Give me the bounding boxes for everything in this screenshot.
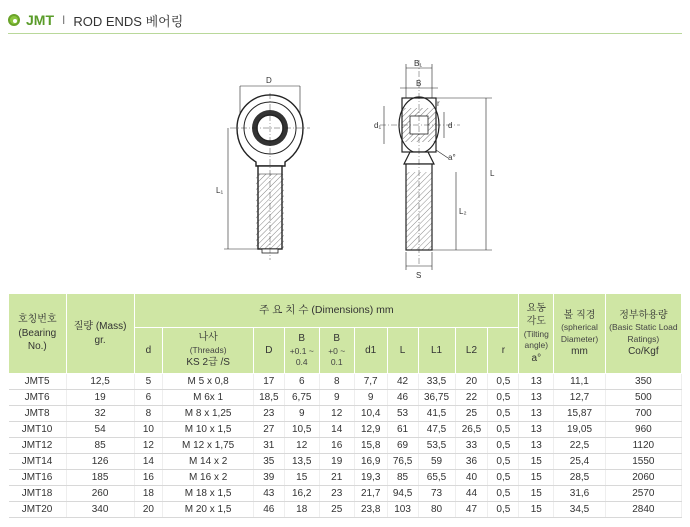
table-cell: 26,5 xyxy=(455,422,488,438)
table-cell: 10 xyxy=(134,422,163,438)
sub-L1: L1 xyxy=(418,328,455,374)
table-cell: M 16 x 2 xyxy=(163,470,254,486)
table-cell: 14 xyxy=(134,454,163,470)
b1-label: B xyxy=(298,333,306,345)
table-cell: 0,5 xyxy=(488,454,519,470)
table-cell: 12,7 xyxy=(554,390,605,406)
table-cell: 1120 xyxy=(605,438,681,454)
table-cell: JMT10 xyxy=(9,422,67,438)
table-cell: M 12 x 1,75 xyxy=(163,438,254,454)
table-cell: 0,5 xyxy=(488,502,519,518)
label-B: B xyxy=(416,79,422,88)
table-cell: M 18 x 1,5 xyxy=(163,486,254,502)
table-cell: 17 xyxy=(253,374,284,390)
table-cell: 2840 xyxy=(605,502,681,518)
table-cell: M 6x 1 xyxy=(163,390,254,406)
table-row xyxy=(9,390,682,406)
table-cell: 22 xyxy=(455,390,488,406)
table-cell: 42 xyxy=(387,374,418,390)
thread-en: (Threads) xyxy=(189,344,227,355)
table-cell: 13 xyxy=(519,422,554,438)
table-cell: 23,8 xyxy=(354,502,387,518)
table-cell: 76,5 xyxy=(387,454,418,470)
table-cell: 1550 xyxy=(605,454,681,470)
table-cell: 25 xyxy=(319,502,354,518)
table-cell: 80 xyxy=(418,502,455,518)
table-cell: 59 xyxy=(418,454,455,470)
table-cell: 12 xyxy=(134,438,163,454)
table-cell: 14 xyxy=(319,422,354,438)
table-row xyxy=(9,422,682,438)
ball-unit: mm xyxy=(571,345,588,357)
b1-tol-a: +0.1 ~ xyxy=(289,345,314,356)
table-cell: 39 xyxy=(253,470,284,486)
col-mass: 질량 (Mass) gr. xyxy=(66,294,134,374)
table-cell: 13 xyxy=(519,438,554,454)
table-cell: 260 xyxy=(66,486,134,502)
table-cell: 11,1 xyxy=(554,374,605,390)
table-row xyxy=(9,502,682,518)
table-cell: 20 xyxy=(455,374,488,390)
load-kr: 정부하용량 xyxy=(619,309,668,321)
table-cell: 15 xyxy=(284,470,319,486)
table-row xyxy=(9,374,682,390)
table-cell: 2570 xyxy=(605,486,681,502)
table-row xyxy=(9,438,682,454)
table-cell: 500 xyxy=(605,390,681,406)
label-B1: B₁ xyxy=(414,59,423,68)
table-cell: JMT16 xyxy=(9,470,67,486)
table-cell: 12,9 xyxy=(354,422,387,438)
table-cell: 20 xyxy=(134,502,163,518)
table-cell: 33,5 xyxy=(418,374,455,390)
table-cell: 44 xyxy=(455,486,488,502)
table-cell: JMT5 xyxy=(9,374,67,390)
table-cell: 13 xyxy=(519,374,554,390)
table-cell: 10,5 xyxy=(284,422,319,438)
table-cell: JMT20 xyxy=(9,502,67,518)
sub-B xyxy=(319,328,354,374)
header-model: JMT xyxy=(26,12,54,28)
table-cell: 32 xyxy=(66,406,134,422)
table-cell: 6 xyxy=(134,390,163,406)
table-cell: 19,3 xyxy=(354,470,387,486)
table-cell: 46 xyxy=(387,390,418,406)
col-bearing-no: 호칭번호 (Bearing No.) xyxy=(9,294,67,374)
table-cell: 16,9 xyxy=(354,454,387,470)
label-D: D xyxy=(266,76,272,85)
table-cell: 46 xyxy=(253,502,284,518)
table-cell: 12 xyxy=(284,438,319,454)
sub-L: L xyxy=(387,328,418,374)
table-cell: 47,5 xyxy=(418,422,455,438)
load-en: (Basic Static Load Ratings) xyxy=(609,322,678,344)
table-cell: 18 xyxy=(134,486,163,502)
sub-d: d xyxy=(134,328,163,374)
table-cell: 94,5 xyxy=(387,486,418,502)
table-cell: 27 xyxy=(253,422,284,438)
thread-kr: 나사 xyxy=(198,332,218,344)
table-cell: 960 xyxy=(605,422,681,438)
table-cell: M 20 x 1,5 xyxy=(163,502,254,518)
header-title: ROD ENDS 베어링 xyxy=(73,13,184,29)
table-cell: 33 xyxy=(455,438,488,454)
page-header xyxy=(8,8,183,32)
table-cell: 36 xyxy=(455,454,488,470)
table-cell: 15 xyxy=(519,486,554,502)
table-cell: 13 xyxy=(519,406,554,422)
table-cell: 8 xyxy=(319,374,354,390)
table-cell: 9 xyxy=(354,390,387,406)
table-cell: 7,7 xyxy=(354,374,387,390)
label-L: L xyxy=(490,169,495,178)
table-cell: 25 xyxy=(455,406,488,422)
table-cell: 28,5 xyxy=(554,470,605,486)
table-cell: 9 xyxy=(284,406,319,422)
table-cell: 0,5 xyxy=(488,438,519,454)
table-cell: 15,87 xyxy=(554,406,605,422)
table-cell: 12 xyxy=(319,406,354,422)
table-cell: 5 xyxy=(134,374,163,390)
table-cell: 85 xyxy=(66,438,134,454)
table-body xyxy=(9,374,682,518)
sub-threads xyxy=(163,328,254,374)
header-divider xyxy=(8,33,682,34)
table-cell: 15 xyxy=(519,502,554,518)
load-unit: Co/Kgf xyxy=(628,345,659,357)
table-cell: 19 xyxy=(66,390,134,406)
table-cell: JMT8 xyxy=(9,406,67,422)
ball-kr: 볼 직경 xyxy=(563,309,596,321)
table-cell: 69 xyxy=(387,438,418,454)
table-cell: 25,4 xyxy=(554,454,605,470)
table-cell: 6,75 xyxy=(284,390,319,406)
table-cell: 21 xyxy=(319,470,354,486)
table-cell: 16 xyxy=(134,470,163,486)
table-cell: 47 xyxy=(455,502,488,518)
table-cell: 85 xyxy=(387,470,418,486)
table-cell: 0,5 xyxy=(488,390,519,406)
table-cell: 19,05 xyxy=(554,422,605,438)
table-cell: 16,2 xyxy=(284,486,319,502)
table-cell: 43 xyxy=(253,486,284,502)
table-cell: M 8 x 1,25 xyxy=(163,406,254,422)
table-cell: JMT6 xyxy=(9,390,67,406)
table-cell: 31 xyxy=(253,438,284,454)
sub-B1 xyxy=(284,328,319,374)
table-cell: 10,4 xyxy=(354,406,387,422)
b-tol-a: +0 ~ xyxy=(328,345,346,356)
table-cell: 40 xyxy=(455,470,488,486)
table-cell: 0,5 xyxy=(488,486,519,502)
sub-D: D xyxy=(253,328,284,374)
table-cell: 15,8 xyxy=(354,438,387,454)
table-cell: 31,6 xyxy=(554,486,605,502)
table-cell: 65,5 xyxy=(418,470,455,486)
table-cell: M 10 x 1,5 xyxy=(163,422,254,438)
label-r: r xyxy=(437,99,440,108)
table-cell: 54 xyxy=(66,422,134,438)
table-cell: 22,5 xyxy=(554,438,605,454)
table-cell: 185 xyxy=(66,470,134,486)
sub-L2: L2 xyxy=(455,328,488,374)
table-row xyxy=(9,486,682,502)
table-cell: 18,5 xyxy=(253,390,284,406)
table-cell: 15 xyxy=(519,454,554,470)
spec-table xyxy=(8,293,682,518)
front-view xyxy=(224,86,310,260)
label-L1: L₁ xyxy=(216,186,224,195)
table-cell: 8 xyxy=(134,406,163,422)
col-dimensions: 주 요 치 수 (Dimensions) mm xyxy=(134,294,519,328)
table-row xyxy=(9,454,682,470)
side-view xyxy=(380,60,492,270)
table-cell: 340 xyxy=(66,502,134,518)
ball-en: (spherical Diameter) xyxy=(560,322,599,344)
tilt-kr: 요동 각도 xyxy=(526,302,546,328)
table-cell: 2060 xyxy=(605,470,681,486)
label-S: S xyxy=(416,271,422,280)
table-cell: 16 xyxy=(319,438,354,454)
col-tilting xyxy=(519,294,554,374)
sub-d1: d1 xyxy=(354,328,387,374)
table-cell: 103 xyxy=(387,502,418,518)
table-cell: 19 xyxy=(319,454,354,470)
table-cell: 35 xyxy=(253,454,284,470)
table-cell: 36,75 xyxy=(418,390,455,406)
table-cell: 23 xyxy=(253,406,284,422)
table-cell: 18 xyxy=(284,502,319,518)
table-cell: 6 xyxy=(284,374,319,390)
bullet-icon xyxy=(8,14,20,26)
table-cell: 700 xyxy=(605,406,681,422)
table-cell: M 14 x 2 xyxy=(163,454,254,470)
table-cell: 73 xyxy=(418,486,455,502)
b-label: B xyxy=(333,333,341,345)
tilt-sym: a° xyxy=(531,352,542,364)
table-cell: 15 xyxy=(519,470,554,486)
table-cell: 126 xyxy=(66,454,134,470)
table-cell: 9 xyxy=(319,390,354,406)
table-cell: 53,5 xyxy=(418,438,455,454)
table-cell: JMT18 xyxy=(9,486,67,502)
table-cell: 350 xyxy=(605,374,681,390)
table-cell: 0,5 xyxy=(488,374,519,390)
table-cell: 34,5 xyxy=(554,502,605,518)
technical-drawing xyxy=(0,38,690,288)
table-cell: 41,5 xyxy=(418,406,455,422)
tilt-en: (Tilting angle) xyxy=(523,328,549,351)
thread-std: KS 2급 /S xyxy=(186,357,230,369)
table-row xyxy=(9,406,682,422)
sub-r: r xyxy=(488,328,519,374)
header-separator: I xyxy=(62,13,66,27)
table-cell: 0,5 xyxy=(488,422,519,438)
table-cell: 13,5 xyxy=(284,454,319,470)
table-cell: M 5 x 0,8 xyxy=(163,374,254,390)
b1-tol-b: 0.4 xyxy=(295,357,308,368)
label-L2: L₂ xyxy=(459,207,467,216)
table-cell: 23 xyxy=(319,486,354,502)
table-cell: JMT14 xyxy=(9,454,67,470)
table-cell: 13 xyxy=(519,390,554,406)
table-cell: 53 xyxy=(387,406,418,422)
b-tol-b: 0.1 xyxy=(330,357,343,368)
label-d1: d₁ xyxy=(374,121,382,130)
table-cell: JMT12 xyxy=(9,438,67,454)
table-cell: 61 xyxy=(387,422,418,438)
table-row xyxy=(9,470,682,486)
table-cell: 21,7 xyxy=(354,486,387,502)
label-d: d xyxy=(448,121,453,130)
col-ball-diameter xyxy=(554,294,605,374)
table-cell: 12,5 xyxy=(66,374,134,390)
table-cell: 0,5 xyxy=(488,406,519,422)
col-load-rating xyxy=(605,294,681,374)
label-a: a° xyxy=(448,153,456,162)
table-cell: 0,5 xyxy=(488,470,519,486)
